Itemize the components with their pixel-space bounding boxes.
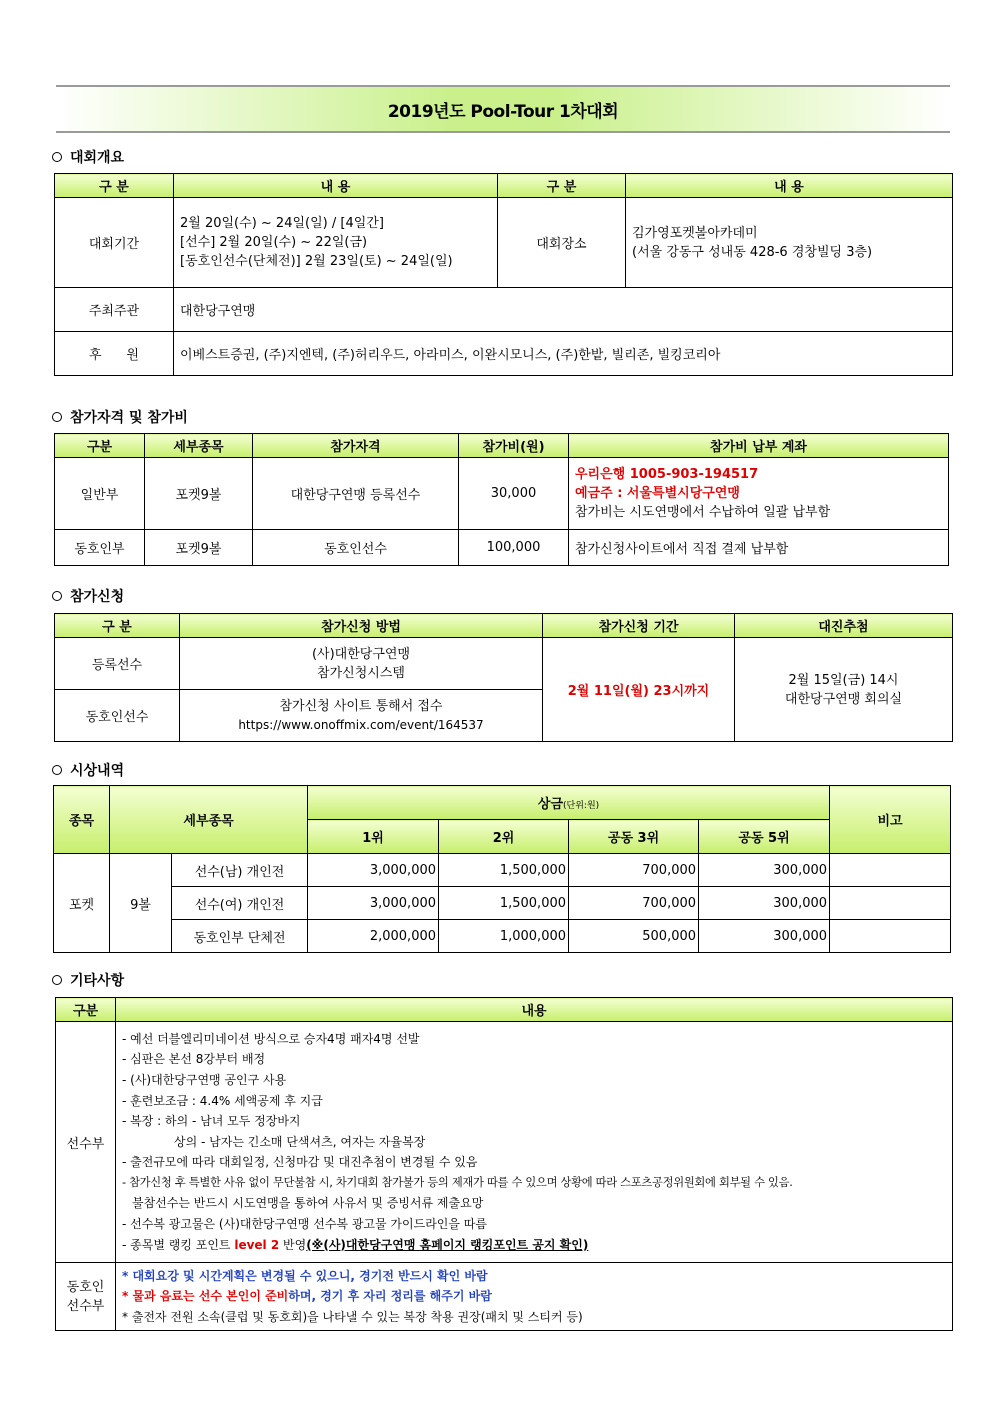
section-title: 대회개요 bbox=[70, 150, 125, 166]
table-header-row bbox=[55, 434, 949, 458]
table-row bbox=[54, 920, 951, 953]
method-line: 참가신청 사이트 통해서 접수 bbox=[279, 698, 443, 714]
draw-cell bbox=[735, 638, 953, 742]
header-cell: 대진추첨 bbox=[735, 614, 953, 638]
event-cell: 포켓9볼 bbox=[145, 458, 253, 530]
list-item: - 훈련보조금 : 4.4% 세액공제 후 지급 bbox=[122, 1093, 323, 1108]
event-cell: 포켓 bbox=[54, 854, 110, 953]
circle-bullet-icon bbox=[52, 975, 62, 985]
account-cell: 참가신청사이트에서 직접 결제 납부함 bbox=[569, 530, 949, 566]
amateur-label bbox=[56, 1263, 116, 1331]
prize-value: 3,000,000 bbox=[308, 854, 439, 887]
header-cell: 구분 bbox=[56, 998, 116, 1022]
list-item-ranking bbox=[122, 1235, 946, 1256]
account-cell bbox=[569, 458, 949, 530]
section-title: 시상내역 bbox=[70, 763, 125, 779]
ranking-prefix: - 종목별 랭킹 포인트 bbox=[122, 1237, 235, 1252]
list-item: * 대회요강 및 시간계획은 변경될 수 있으니, 경기전 반드시 확인 바람 bbox=[122, 1268, 488, 1283]
list-item: - 예선 더블엘리미네이션 방식으로 승자4명 패자4명 선발 bbox=[122, 1031, 420, 1046]
table-row bbox=[55, 530, 949, 566]
list-item: - 심판은 본선 8강부터 배정 bbox=[122, 1052, 266, 1067]
venue-label: 대회장소 bbox=[498, 198, 626, 288]
header-cell: 참가신청 방법 bbox=[180, 614, 543, 638]
account-holder: 예금주 : 서울특별시당구연맹 bbox=[575, 486, 740, 501]
list-item bbox=[122, 1286, 946, 1307]
rank-header: 공동 3위 bbox=[569, 820, 699, 854]
prize-value: 300,000 bbox=[699, 887, 830, 920]
overview-table bbox=[54, 173, 953, 376]
venue-value bbox=[626, 198, 953, 288]
prize-value: 1,500,000 bbox=[439, 854, 569, 887]
note-blue-part: 하며, 경기 후 자리 정리를 해주기 바람 bbox=[288, 1289, 492, 1304]
header-cell: 구 분 bbox=[498, 174, 626, 198]
header-cell: 참가비 납부 계좌 bbox=[569, 434, 949, 458]
misc-table bbox=[55, 997, 953, 1331]
prize-value: 1,000,000 bbox=[439, 920, 569, 953]
ranking-level: level 2 bbox=[234, 1237, 280, 1252]
prize-category: 선수(여) 개인전 bbox=[172, 887, 308, 920]
section-heading-eligibility bbox=[52, 407, 188, 427]
section-heading-overview bbox=[52, 147, 124, 167]
note-red-part: * 물과 음료는 선수 본인이 준비 bbox=[122, 1289, 289, 1304]
header-cell: 종목 bbox=[54, 786, 110, 854]
application-url: https://www.onoffmix.com/event/164537 bbox=[238, 717, 484, 732]
table-row bbox=[55, 332, 953, 376]
table-row bbox=[54, 887, 951, 920]
section-heading-application bbox=[52, 586, 124, 606]
table-header-row bbox=[56, 998, 953, 1022]
circle-bullet-icon bbox=[52, 412, 62, 422]
qualification-cell: 동호인선수 bbox=[253, 530, 459, 566]
prize-value: 2,000,000 bbox=[308, 920, 439, 953]
header-cell: 세부종목 bbox=[145, 434, 253, 458]
rank-header: 공동 5위 bbox=[699, 820, 830, 854]
prize-value: 1,500,000 bbox=[439, 887, 569, 920]
rank-header: 2위 bbox=[439, 820, 569, 854]
prize-header-label: 상금 bbox=[537, 797, 564, 812]
prize-value: 700,000 bbox=[569, 854, 699, 887]
host-label: 주최주관 bbox=[55, 288, 174, 332]
venue-line: (서울 강동구 성내동 428-6 경창빌딩 3층) bbox=[632, 244, 873, 260]
list-item: - 참가신청 후 특별한 사유 없이 무단불참 시, 차기대회 참가불가 등의 제재가 따를 수 있으며 상황에 따라 스포츠공정위원회에 회부될 수 있음. bbox=[122, 1175, 793, 1189]
list-item: 상의 - 남자는 긴소매 단색셔츠, 여자는 자율복장 bbox=[174, 1134, 426, 1149]
sponsor-label: 후 원 bbox=[55, 332, 174, 376]
table-row bbox=[56, 1263, 953, 1331]
event-cell: 포켓9볼 bbox=[145, 530, 253, 566]
section-heading-prizes bbox=[52, 760, 124, 780]
list-item: - (사)대한당구연맹 공인구 사용 bbox=[122, 1072, 287, 1087]
amateur-label-line: 선수부 bbox=[66, 1298, 105, 1314]
category-cell: 일반부 bbox=[55, 458, 145, 530]
header-cell: 내용 bbox=[116, 998, 953, 1022]
rank-header: 1위 bbox=[308, 820, 439, 854]
prize-value: 700,000 bbox=[569, 887, 699, 920]
table-row bbox=[55, 198, 953, 288]
note-cell bbox=[830, 854, 951, 887]
host-value: 대한당구연맹 bbox=[174, 288, 953, 332]
period-line: 2월 20일(수) ~ 24일(일) / [4일간] bbox=[180, 216, 384, 231]
account-note: 참가비는 시도연맹에서 수납하여 일괄 납부함 bbox=[575, 505, 831, 520]
period-label: 대회기간 bbox=[55, 198, 174, 288]
list-item: * 출전자 전원 소속(클럽 및 동호회)을 나타낼 수 있는 복장 착용 권장(패치 및 스티커 등) bbox=[122, 1309, 583, 1324]
bank-account: 우리은행 1005-903-194517 bbox=[575, 467, 759, 482]
qualification-cell: 대한당구연맹 등록선수 bbox=[253, 458, 459, 530]
circle-bullet-icon bbox=[52, 152, 62, 162]
note-cell bbox=[830, 920, 951, 953]
period-value bbox=[174, 198, 498, 288]
list-item: - 복장 : 하의 - 남녀 모두 정장바지 bbox=[122, 1114, 301, 1129]
table-header-row bbox=[55, 614, 953, 638]
prizes-table bbox=[53, 785, 951, 953]
application-period: 2월 11일(월) 23시까지 bbox=[543, 638, 735, 742]
header-cell: 내 용 bbox=[626, 174, 953, 198]
page-title: 2019년도 Pool-Tour 1차대회 bbox=[387, 101, 619, 122]
category-cell: 동호인부 bbox=[55, 530, 145, 566]
ranking-notice: (※(사)대한당구연맹 홈페이지 랭킹포인트 공지 확인) bbox=[306, 1237, 589, 1252]
prize-header bbox=[308, 786, 830, 820]
section-title: 기타사항 bbox=[70, 973, 125, 989]
circle-bullet-icon bbox=[52, 591, 62, 601]
table-header-row bbox=[55, 174, 953, 198]
section-title: 참가자격 및 참가비 bbox=[70, 410, 188, 426]
section-heading-misc bbox=[52, 970, 124, 990]
header-cell: 세부종목 bbox=[110, 786, 308, 854]
period-line: [동호인선수(단체전)] 2월 23일(토) ~ 24일(일) bbox=[180, 254, 453, 269]
method-cell bbox=[180, 638, 543, 690]
table-header-row bbox=[54, 786, 951, 820]
note-cell bbox=[830, 887, 951, 920]
table-row bbox=[56, 1022, 953, 1263]
list-item: - 출전규모에 따라 대회일정, 신청마감 및 대진추첨이 변경될 수 있음 bbox=[122, 1155, 478, 1170]
fee-cell: 30,000 bbox=[459, 458, 569, 530]
prize-category: 선수(남) 개인전 bbox=[172, 854, 308, 887]
table-row bbox=[55, 458, 949, 530]
application-table bbox=[54, 613, 953, 742]
fee-cell: 100,000 bbox=[459, 530, 569, 566]
prize-value: 300,000 bbox=[699, 920, 830, 953]
header-cell: 구분 bbox=[55, 434, 145, 458]
amateur-notes-cell bbox=[116, 1263, 953, 1331]
header-cell: 내 용 bbox=[174, 174, 498, 198]
circle-bullet-icon bbox=[52, 765, 62, 775]
list-item: - 선수복 광고물은 (사)대한당구연맹 선수복 광고물 가이드라인을 따름 bbox=[122, 1217, 487, 1232]
header-cell: 참가비(원) bbox=[459, 434, 569, 458]
method-cell bbox=[180, 690, 543, 742]
table-row bbox=[54, 854, 951, 887]
category-cell: 동호인선수 bbox=[55, 690, 180, 742]
header-cell: 구 분 bbox=[55, 614, 180, 638]
prize-category: 동호인부 단체전 bbox=[172, 920, 308, 953]
sub-event-cell: 9볼 bbox=[110, 854, 172, 953]
prize-unit: (단위:원) bbox=[563, 801, 600, 811]
header-cell: 참가신청 기간 bbox=[543, 614, 735, 638]
prize-value: 500,000 bbox=[569, 920, 699, 953]
prize-value: 3,000,000 bbox=[308, 887, 439, 920]
header-cell: 참가자격 bbox=[253, 434, 459, 458]
player-label: 선수부 bbox=[56, 1022, 116, 1263]
ranking-mid: 반영 bbox=[279, 1237, 307, 1252]
amateur-label-line: 동호인 bbox=[66, 1279, 105, 1295]
section-title: 참가신청 bbox=[70, 589, 125, 605]
period-line: [선수] 2월 20일(수) ~ 22일(금) bbox=[180, 235, 368, 250]
draw-line: 대한당구연맹 회의실 bbox=[784, 691, 903, 707]
amateur-notes-list bbox=[116, 1264, 952, 1330]
sponsor-value: 이베스트증권, (주)지엔텍, (주)허리우드, 아라미스, 이완시모니스, (주)한밭, 빌리존, 빌킹코리아 bbox=[174, 332, 953, 376]
method-line: 참가신청시스템 bbox=[317, 665, 405, 681]
eligibility-table bbox=[54, 433, 949, 566]
header-cell: 비고 bbox=[830, 786, 951, 854]
venue-line: 김가영포켓볼아카데미 bbox=[632, 225, 758, 241]
method-line: (사)대한당구연맹 bbox=[311, 646, 411, 662]
category-cell: 등록선수 bbox=[55, 638, 180, 690]
page-title-band bbox=[56, 85, 950, 133]
player-notes-list bbox=[116, 1025, 952, 1260]
table-row bbox=[55, 638, 953, 690]
table-row bbox=[55, 288, 953, 332]
draw-line: 2월 15일(금) 14시 bbox=[788, 672, 899, 688]
player-notes-cell bbox=[116, 1022, 953, 1263]
header-cell: 구 분 bbox=[55, 174, 174, 198]
list-item: 불참선수는 반드시 시도연맹을 통하여 사유서 및 증빙서류 제출요망 bbox=[132, 1196, 484, 1211]
prize-value: 300,000 bbox=[699, 854, 830, 887]
